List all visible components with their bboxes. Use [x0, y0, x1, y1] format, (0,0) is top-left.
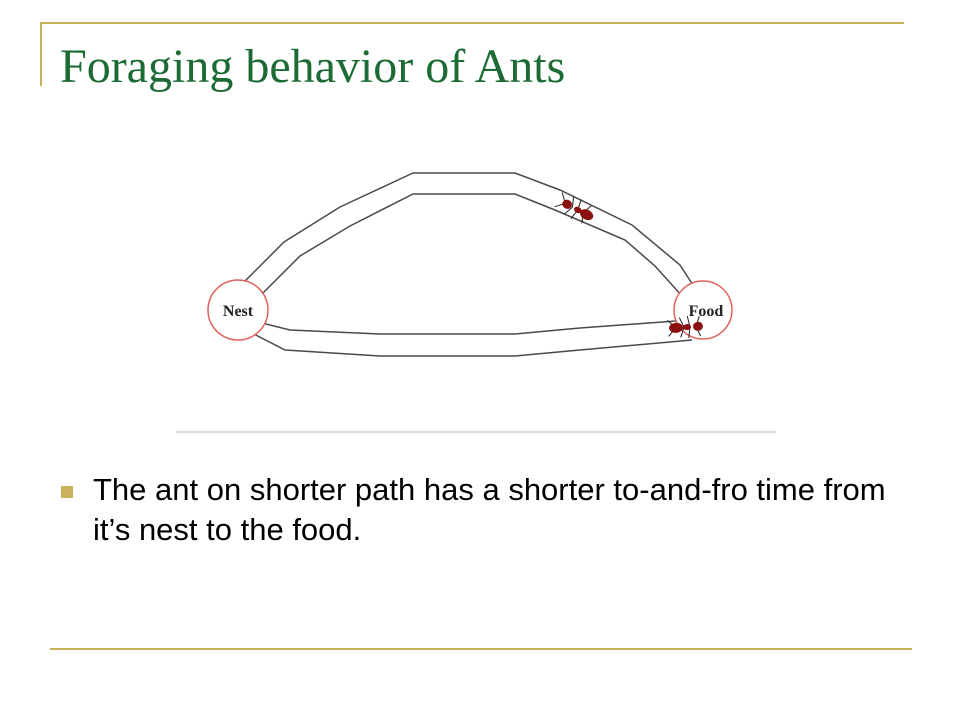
long-path-outer-edge — [238, 173, 700, 296]
bullet-text: The ant on shorter path has a shorter to-and-fro time from it’s nest to the food. — [93, 472, 886, 547]
short-path-lower-edge — [250, 332, 692, 356]
frame-bottom-line — [50, 648, 912, 650]
ant-icon-long-path — [553, 190, 598, 228]
nest-node — [208, 280, 268, 340]
food-label: Food — [688, 303, 724, 320]
long-path-inner-edge — [260, 194, 682, 296]
short-path-upper-edge — [258, 320, 690, 334]
slide-title: Foraging behavior of Ants — [60, 40, 566, 93]
square-bullet-icon — [61, 486, 73, 498]
nest-label: Nest — [222, 303, 254, 320]
